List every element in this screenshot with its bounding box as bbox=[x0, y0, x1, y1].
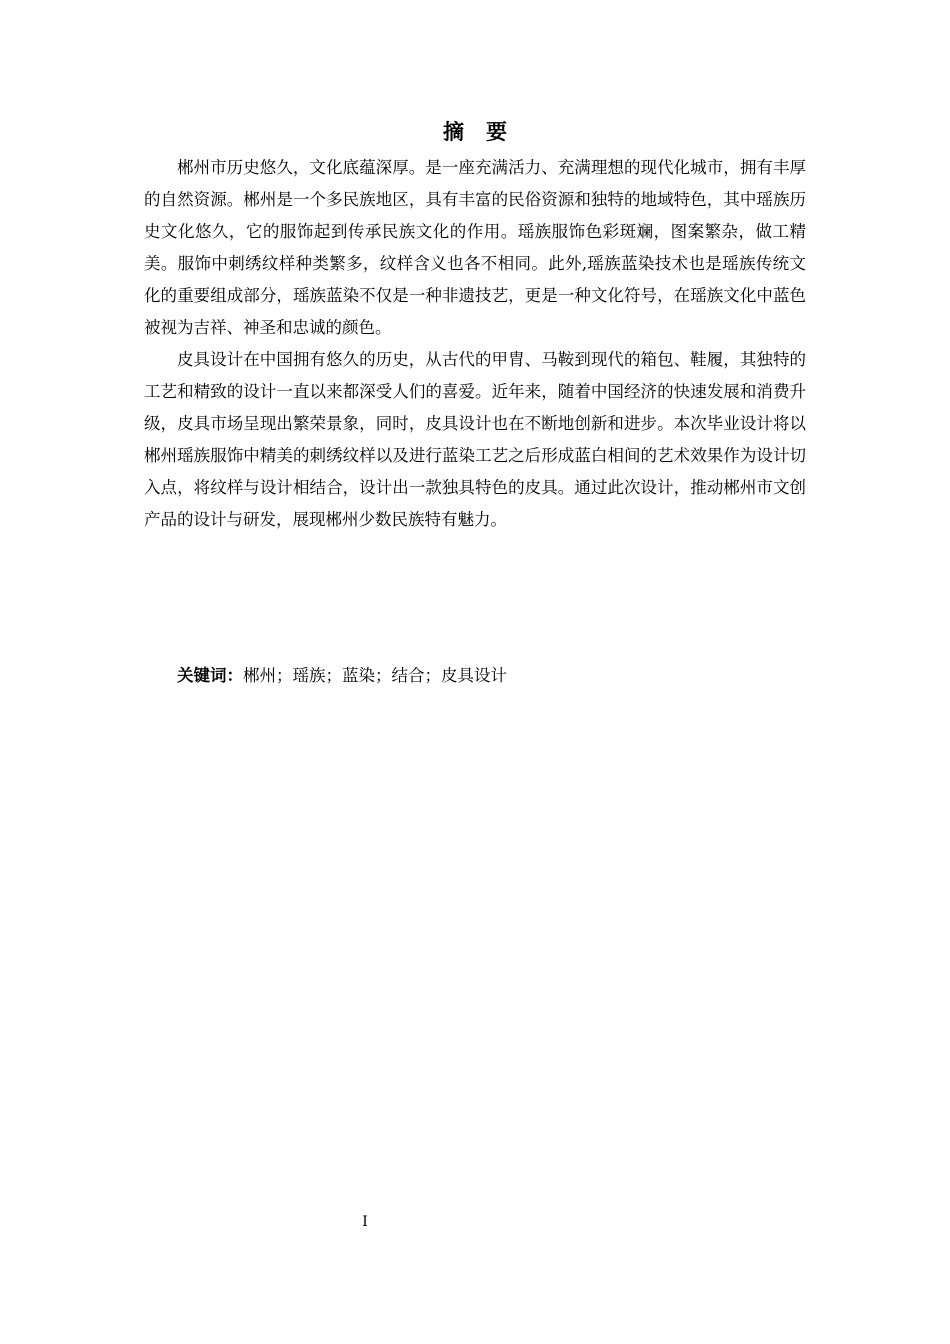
keywords-text: 郴州；瑶族；蓝染；结合；皮具设计 bbox=[243, 666, 507, 685]
title-char-1: 摘 bbox=[443, 120, 464, 144]
page-number: I bbox=[362, 1214, 368, 1230]
abstract-body bbox=[144, 152, 806, 536]
keywords-line bbox=[144, 660, 806, 692]
paragraph-1: 郴州市历史悠久，文化底蕴深厚。是一座充满活力、充满理想的现代化城市，拥有丰厚的自然资源。郴州是一个多民族地区，具有丰富的民俗资源和独特的地域特色，其中瑶族历史文化悠久，它的服饰起到传承民族文化的作用。瑶族服饰色彩斑斓，图案繁杂，做工精美。服饰中刺绣纹样种类繁多，纹样含义也各不相同。此外,瑶族蓝染技术也是瑶族传统文化的重要组成部分，瑶族蓝染不仅是一种非遗技艺，更是一种文化符号，在瑶族文化中蓝色被视为吉祥、神圣和忠诚的颜色。 bbox=[144, 158, 806, 337]
keywords-label: 关键词： bbox=[177, 666, 243, 685]
title-char-2: 要 bbox=[486, 120, 507, 144]
paragraph-2: 皮具设计在中国拥有悠久的历史，从古代的甲胄、马鞍到现代的箱包、鞋履，其独特的工艺和精致的设计一直以来都深受人们的喜爱。近年来，随着中国经济的快速发展和消费升级，皮具市场呈现出繁荣景象，同时，皮具设计也在不断地创新和进步。本次毕业设计将以郴州瑶族服饰中精美的刺绣纹样以及进行蓝染工艺之后形成蓝白相间的艺术效果作为设计切入点，将纹样与设计相结合，设计出一款独具特色的皮具。通过此次设计，推动郴州市文创产品的设计与研发，展现郴州少数民族特有魅力。 bbox=[144, 350, 806, 529]
page-title bbox=[0, 116, 950, 148]
